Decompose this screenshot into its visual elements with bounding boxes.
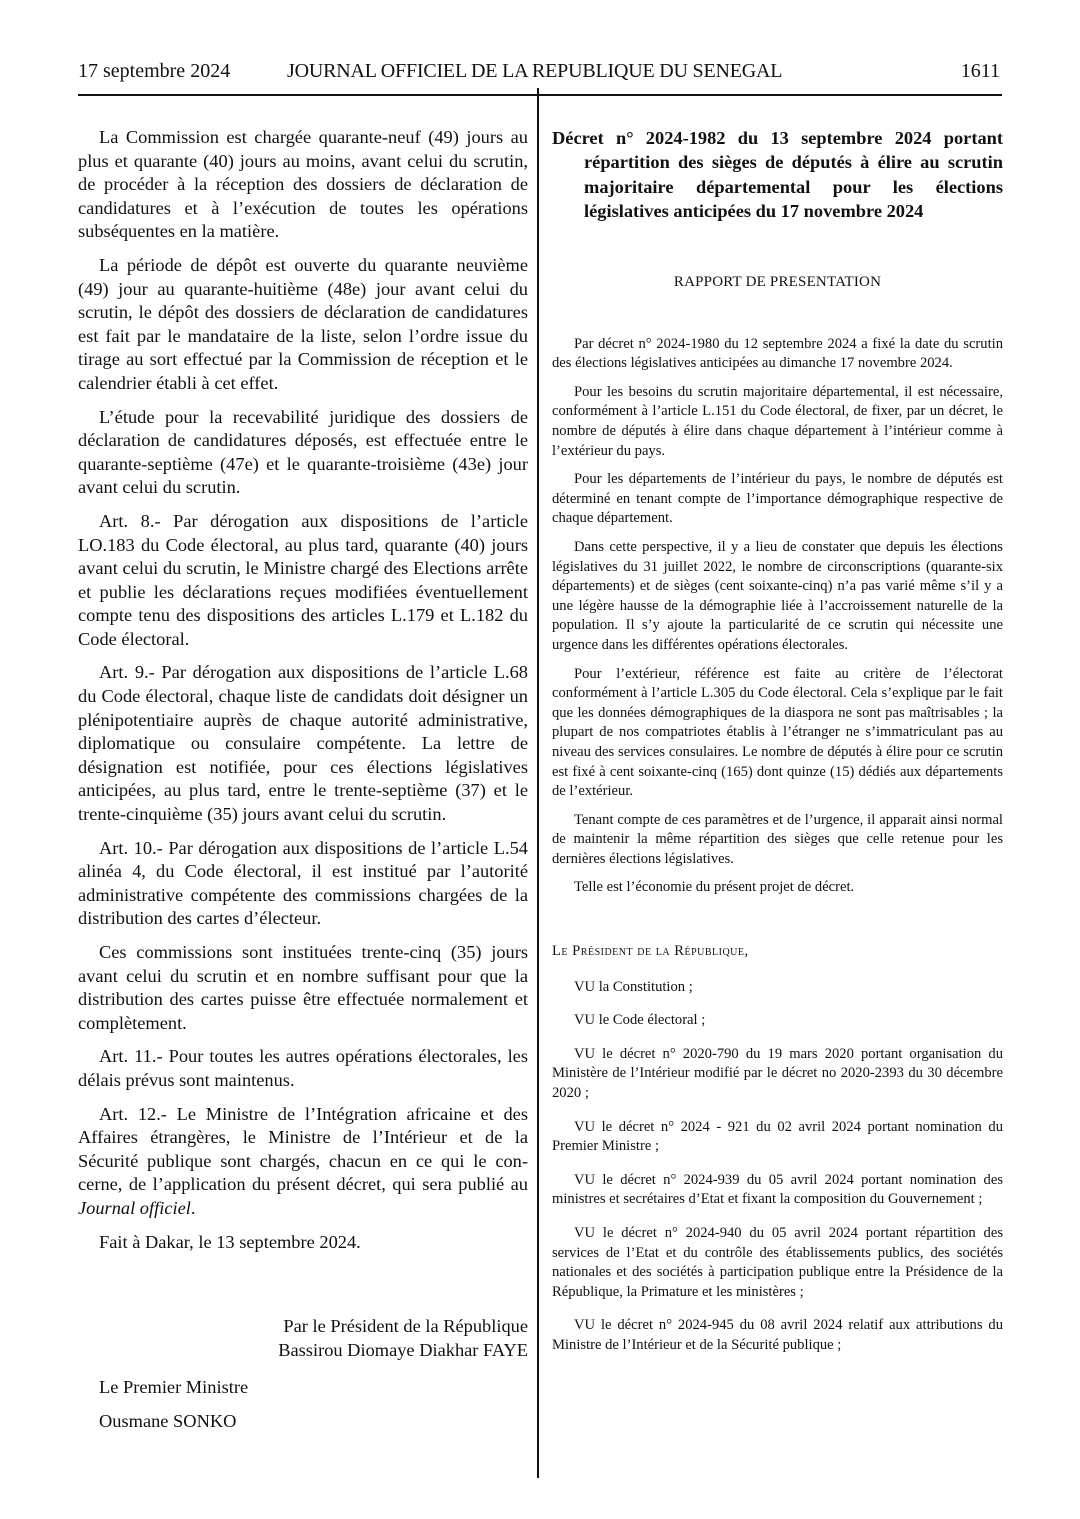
signature-line-1: Par le Président de la République	[283, 1316, 528, 1337]
vu-item: VU le décret n° 2024-939 du 05 avril 2024 portant nomination des ministres et secrétaires d’Etat et fixant la composition du Gouvernement ;	[552, 1171, 1003, 1208]
vu-item: VU le décret n° 2020-790 du 19 mars 2020 portant organisation du Ministère de l’Intérieur modifié par le décret no 2020-2393 du 30 décembre 2020 ;	[552, 1045, 1003, 1102]
page-header	[78, 60, 1000, 90]
header-journal-title: JOURNAL OFFICIEL DE LA REPUBLIQUE DU SENEGAL	[287, 60, 783, 82]
rapport-heading: RAPPORT DE PRESENTATION	[673, 273, 882, 290]
journal-officiel-ref: Journal officiel	[78, 1197, 191, 1218]
article-10: Art. 10.- Par dérogation aux dispositions de l’article L.54 alinéa 4, du Code électoral, il est institué par l’autorité administrative compétente des commissions chargées de la distribution des cartes d’électeur.	[78, 837, 528, 929]
article-11: Art. 11.- Pour toutes les autres opérations électorales, les délais prévus sont maintenus.	[78, 1046, 528, 1090]
left-column	[78, 126, 528, 1433]
vu-item: VU le Code électoral ;	[574, 1012, 706, 1029]
rapport-paragraph: Telle est l’économie du présent projet de décret.	[574, 879, 855, 896]
column-divider	[537, 88, 539, 1478]
rapport-paragraph: Pour les départements de l’intérieur du pays, le nombre de députés est déterminé en tenant compte de l’importance démographique respective de chaque département.	[552, 471, 1003, 527]
rapport-body	[552, 335, 1003, 1356]
paragraph: L’étude pour la recevabilité juridique des dossiers de déclaration de candidatures déposés, est effectuée entre le quarante-septième (47e) et le quarante-troisième (43e) jour avant celui du scrutin.	[78, 406, 528, 498]
president-heading: Le Président de la République,	[552, 943, 749, 960]
rapport-paragraph: Pour les besoins du scrutin majoritaire départemental, il est nécessaire, conformément à l’article L.151 du Code électoral, de fixer, par un décret, le nombre de députés à élire dans chaque département à l’intérieur comme à l’extérieur du pays.	[552, 383, 1003, 459]
president-signature-block	[78, 1314, 528, 1362]
vu-item: VU le décret n° 2024 - 921 du 02 avril 2024 portant nomination du Premier Ministre ;	[552, 1118, 1003, 1155]
rapport-paragraph: Tenant compte de ces paramètres et de l’urgence, il apparait ainsi normal de maintenir la même répartition des sièges que celle retenue pour les dernières élections législatives.	[552, 811, 1003, 867]
rapport-paragraph: Pour l’extérieur, référence est faite au critère de l’électorat conformément à l’article L.305 du Code électoral. Cela s’explique par le fait que les données démographiques de la diaspora ne sont pas maîtrisables ; la plupart de nos compatriotes établis à l’étranger ne s’immatriculant pas au niveau des services consulaires. Le nombre de députés à élire pour ce scrutin est fixé à cent soixante-cinq (165) dont quinze (15) dédiés aux départements de l’extérieur.	[552, 665, 1003, 800]
article-12	[78, 1103, 528, 1221]
vu-item: VU la Constitution ;	[574, 978, 693, 995]
fait-a-dakar: Fait à Dakar, le 13 septembre 2024.	[99, 1231, 361, 1252]
paragraph: La période de dépôt est ouverte du quarante neuvième (49) jour au quarante-huitième (48e) jour avant celui du scrutin, le dépôt des dossiers de déclaration de candidatures est fait par le mandataire de la liste, selon l’ordre issue du tirage au sort effectué par la Commission de réception et le calendrier établi à cet effet.	[78, 254, 528, 393]
article-12-text: Art. 12.- Le Ministre de l’Intégration africaine et des Affaires étrangères, le Ministre de l’Intérieur et de la Sécurité publique sont chargés, chacun en ce qui le concerne, de l’application du présent décret, qui sera publié au	[78, 1103, 528, 1195]
right-column	[552, 126, 1003, 1356]
prime-minister-title: Le Premier Ministre	[99, 1377, 249, 1398]
paragraph: Ces commissions sont instituées trente-cinq (35) jours avant celui du scrutin et en nombre suffisant pour que la distribution des cartes puisse être effectuée normalement et complètement.	[78, 942, 528, 1033]
article-12-end: .	[190, 1197, 196, 1218]
article-8: Art. 8.- Par dérogation aux dispositions de l’article LO.183 du Code électoral, au plus tard, quarante (40) jours avant celui du scrutin, le Ministre chargé des Elections arrête et publie les déclarations reçues modifiées éventuellement compte tenu des dispositions des articles L.179 et L.182 du Code électoral.	[78, 510, 528, 649]
rapport-paragraph: Par décret n° 2024-1980 du 12 septembre 2024 a fixé la date du scrutin des élections législatives anticipées au dimanche 17 novembre 2024.	[552, 335, 1003, 372]
decree-title: Décret n° 2024-1982 du 13 septembre 2024 portant répartition des sièges de députés à élire au scrutin majoritaire départemental pour les élections législatives anticipées du 17 novembre 2024	[552, 128, 1003, 222]
paragraph: La Commission est chargée quarante-neuf (49) jours au plus et quarante (40) jours au moins, avant celui du scrutin, de procéder à la réception des dossiers de déclaration de candidatures et à l’exécution de toutes les opérations subséquentes en la matière.	[78, 127, 528, 242]
prime-minister-name: Ousmane SONKO	[99, 1410, 237, 1431]
header-rule	[78, 94, 1002, 96]
header-page-number: 1611	[960, 60, 1000, 82]
article-9: Art. 9.- Par dérogation aux dispositions de l’article L.68 du Code électoral, chaque liste de candidats doit désigner un plénipotentiaire auprès de chaque autorité administrative, diplomatique ou consulaire compétente. La lettre de désignation est notifiée, pour ces élections législatives anticipées, au plus tard, entre le trente-septième (37) et le trente-cinquième (35) jours avant celui du scrutin.	[78, 662, 528, 825]
vu-item: VU le décret n° 2024-940 du 05 avril 2024 portant répartition des services de l’Etat et du contrôle des établissements publics, des sociétés nationales et des sociétés à participation publique entre la Présidence de la République, la Primature et les ministères ;	[552, 1225, 1003, 1300]
signature-line-2: Bassirou Diomaye Diakhar FAYE	[278, 1340, 528, 1361]
rapport-paragraph: Dans cette perspective, il y a lieu de constater que depuis les élections législatives du 31 juillet 2022, le nombre de circonscriptions (quarante-six départements) et de sièges (cent soixante-cinq) n’a pas varié même s’il y a une légère hausse de la démographie liée à l’accroissement naturelle de la population. Il s’y ajoute la particularité de ce scrutin qui nécessite une urgence dans les différentes opérations électorales.	[552, 538, 1003, 653]
header-date: 17 septembre 2024	[78, 60, 231, 82]
vu-item: VU le décret n° 2024-945 du 08 avril 2024 relatif aux attributions du Ministre de l’Intérieur et de la Sécurité publique ;	[552, 1317, 1003, 1353]
